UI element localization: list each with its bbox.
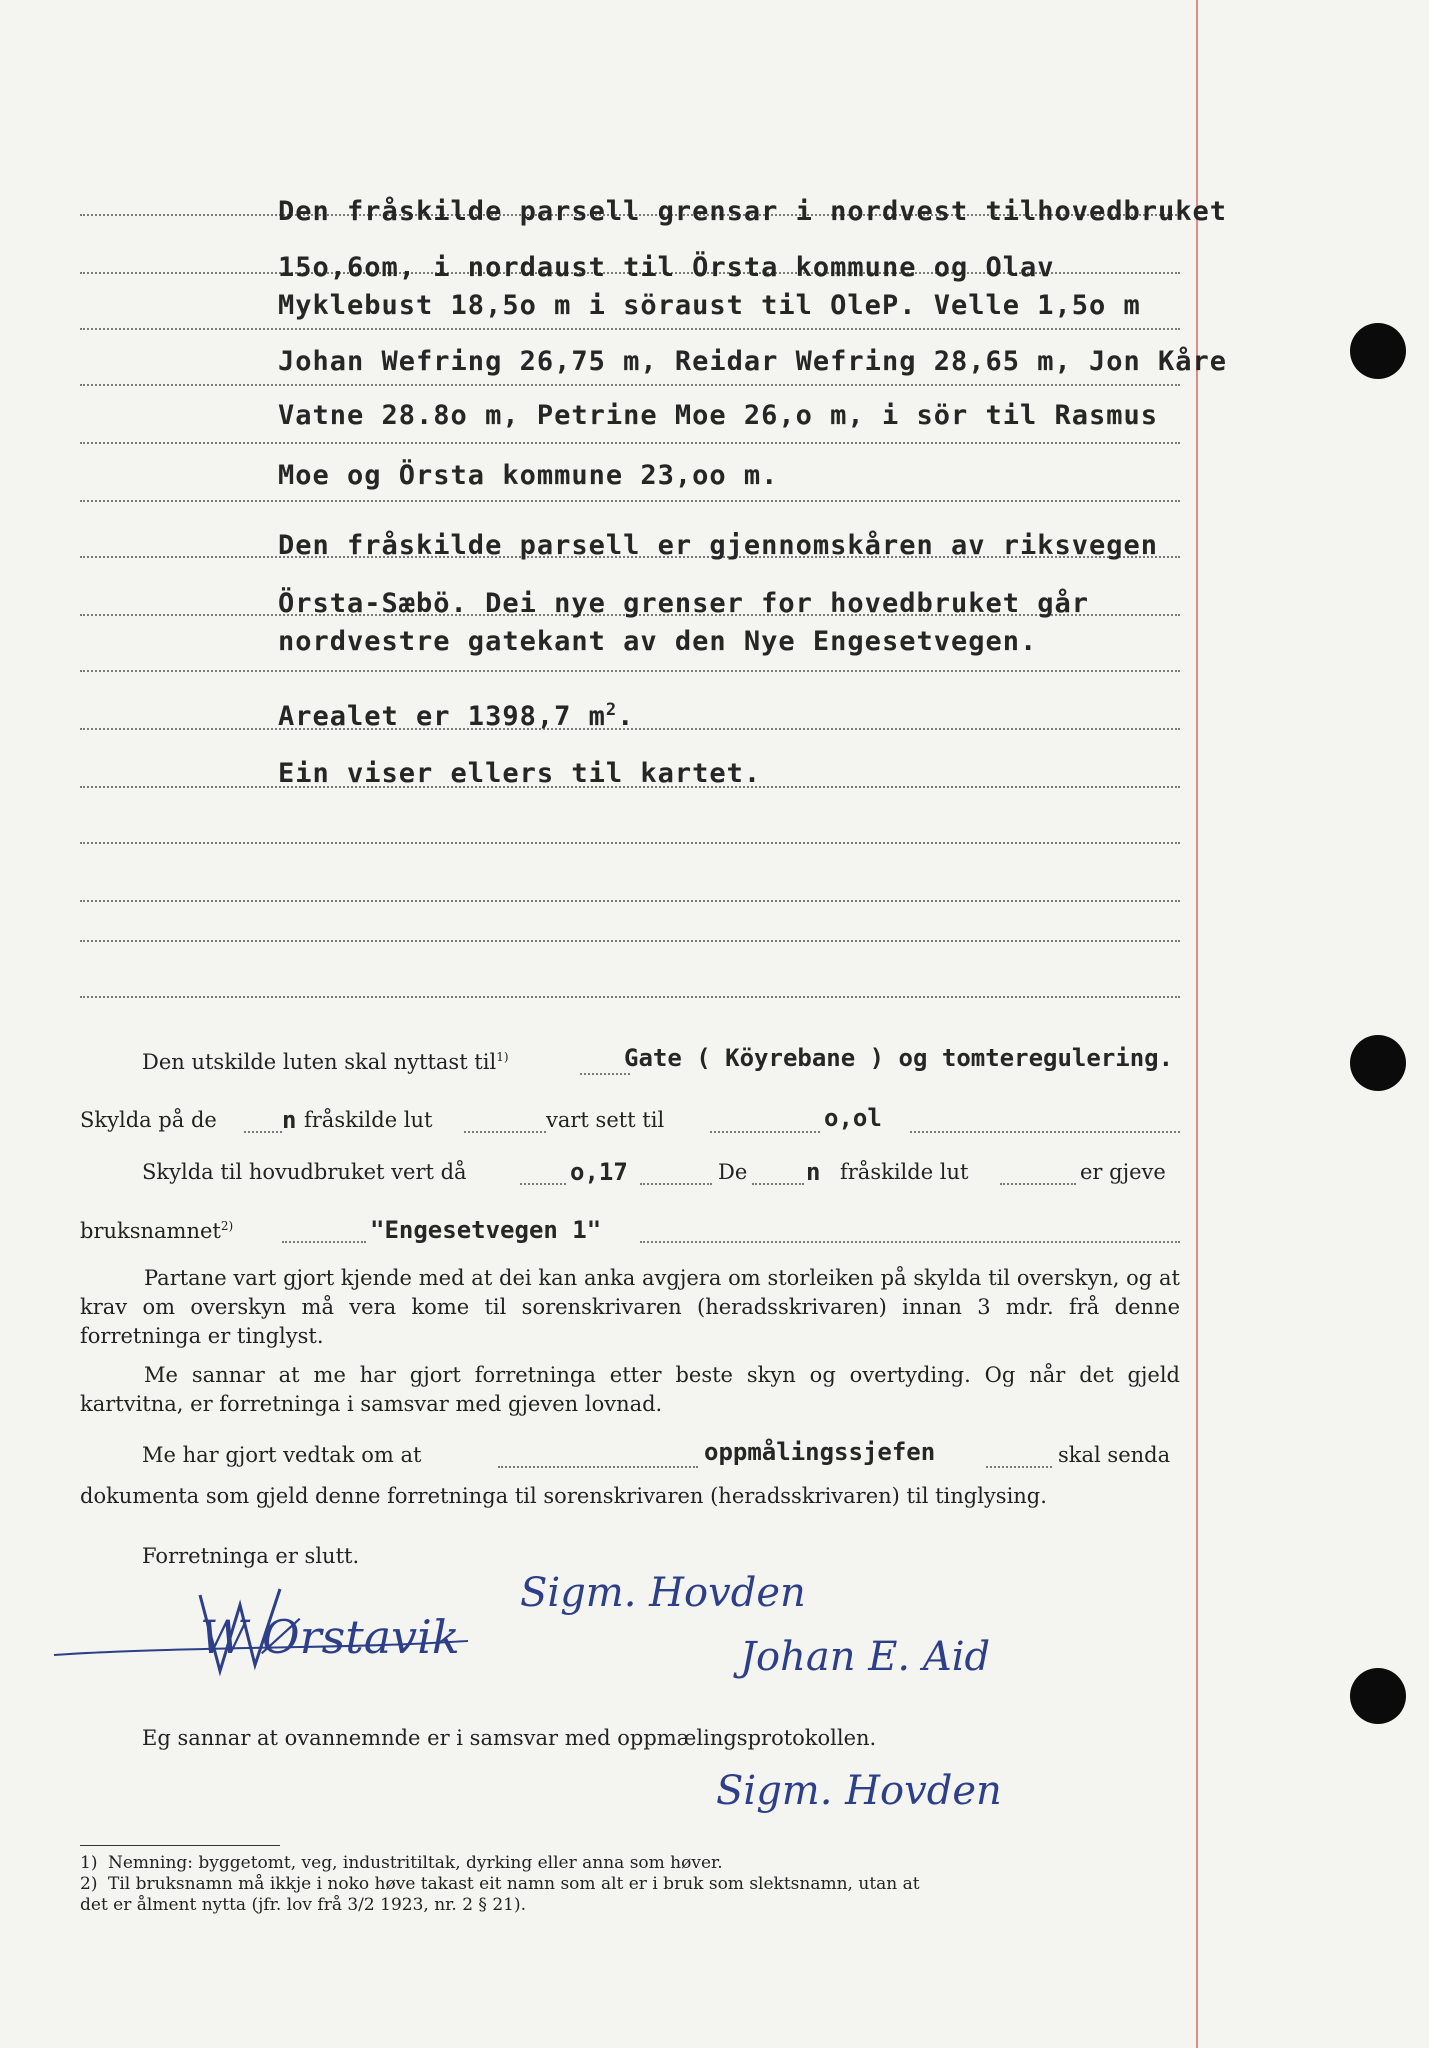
ruled-line — [80, 842, 1180, 844]
typed-line-1: Den fråskilde parsell grensar i nordvest tilhovedbruket — [278, 196, 1228, 227]
skyld-mid: fråskilde lut — [304, 1108, 433, 1132]
typed-line-6: Moe og Örsta kommune 23,oo m. — [278, 460, 779, 491]
typed-line-5: Vatne 28.8o m, Petrine Moe 26,o m, i sör til Rasmus — [278, 400, 1159, 431]
closing-text: Forretninga er slutt. — [142, 1544, 360, 1568]
skyld-dots-4 — [910, 1131, 1180, 1133]
ruled-line — [80, 996, 1180, 998]
typed-line-7: Den fråskilde parsell er gjennomskåren av riksvegen — [278, 530, 1159, 561]
skyld-value: o,ol — [824, 1104, 882, 1132]
area-superscript: 2 — [605, 700, 618, 720]
decision-dots-1 — [498, 1466, 698, 1468]
footnote-2 — [80, 1874, 1190, 1895]
punch-hole-middle — [1350, 1035, 1406, 1091]
typed-line-11: Ein viser ellers til kartet. — [278, 758, 762, 789]
bruksnamn-label-text: bruksnamnet — [80, 1219, 221, 1243]
bruksnamn-label — [80, 1219, 233, 1243]
de-n: n — [806, 1158, 821, 1186]
area-text: Arealet er 1398,7 m — [278, 701, 606, 732]
de-dots-1 — [752, 1183, 804, 1185]
typed-line-2: 15o,6om, i nordaust til Örsta kommune og Olav — [278, 252, 1055, 283]
bruksnamn-dots-2 — [640, 1241, 1180, 1243]
area-line — [278, 700, 634, 732]
footnote-rule — [80, 1845, 280, 1846]
use-value: Gate ( Köyrebane ) og tomteregulering. — [624, 1044, 1174, 1072]
footnote-ref-1: 1) — [496, 1050, 509, 1064]
signature-1: W Ørstavik — [200, 1610, 460, 1664]
typed-line-3: Myklebust 18,5o m i söraust til OleP. Velle 1,5o m — [278, 290, 1141, 321]
signature-2: Sigm. Hovden — [520, 1570, 806, 1616]
footnote-2-num: 2) — [80, 1874, 98, 1894]
hovud-dots-2 — [640, 1183, 712, 1185]
de-dots-2 — [1000, 1183, 1076, 1185]
decision-line-2: dokumenta som gjeld denne forretninga til sorenskrivaren (heradsskrivaren) til tinglysing. — [80, 1484, 1047, 1508]
de-suffix: er gjeve — [1080, 1160, 1166, 1184]
hovud-label: Skylda til hovudbruket vert då — [142, 1160, 467, 1184]
signature-3: Johan E. Aid — [740, 1634, 991, 1680]
footnote-2-text: Til bruksnamn må ikkje i noko høve takast eit namn som alt er i bruk som slektsnamn, utan at — [108, 1874, 920, 1894]
footnote-2-cont: det er ålment nytta (jfr. lov frå 3/2 1923, nr. 2 § 21). — [80, 1895, 527, 1915]
ruled-line — [80, 940, 1180, 942]
ruled-line — [80, 384, 1180, 386]
footnote-ref-2: 2) — [220, 1219, 234, 1233]
ruled-line — [80, 442, 1180, 444]
signature-4: Sigm. Hovden — [716, 1768, 1002, 1814]
punch-hole-top — [1350, 323, 1406, 379]
decision-dots-2 — [986, 1466, 1052, 1468]
ruled-line — [80, 900, 1180, 902]
bruksnamn-value: "Engesetvegen 1" — [370, 1216, 602, 1244]
hovud-dots-1 — [520, 1183, 566, 1185]
area-period: . — [617, 701, 635, 732]
appeal-paragraph: Partane vart gjort kjende med at dei kan anka avgjera om storleiken på skylda til overskyn, og at krav om overskyn må vera kome til sorenskrivaren (heradsskrivaren) innan 3 mdr. frå denne forretninga er tinglyst. — [80, 1266, 1180, 1348]
skyld-dots-2 — [464, 1131, 546, 1133]
de-label: De — [718, 1160, 748, 1184]
typed-line-8: Örsta-Sæbö. Dei nye grenser for hovedbruket går — [278, 588, 1090, 619]
decision-suffix: skal senda — [1058, 1443, 1171, 1467]
use-dots — [580, 1073, 630, 1075]
skyld-prefix: Skylda på de — [80, 1108, 217, 1132]
skyld-n: n — [282, 1106, 297, 1134]
bruksnamn-dots-1 — [282, 1241, 366, 1243]
skyld-dots-3 — [710, 1131, 820, 1133]
skyld-dots-1 — [244, 1131, 282, 1133]
de-mid: fråskilde lut — [840, 1160, 969, 1184]
ruled-line — [80, 500, 1180, 502]
typed-line-4: Johan Wefring 26,75 m, Reidar Wefring 28,65 m, Jon Kåre — [278, 346, 1228, 377]
footnote-1 — [80, 1853, 1190, 1874]
ruled-line — [80, 670, 1180, 672]
certify-text: Eg sannar at ovannemnde er i samsvar med oppmælingsprotokollen. — [142, 1726, 877, 1750]
punch-hole-bottom — [1350, 1668, 1406, 1724]
decision-value: oppmålingssjefen — [704, 1438, 936, 1466]
use-label — [142, 1050, 509, 1074]
red-margin-line — [1196, 0, 1198, 2048]
decision-prefix: Me har gjort vedtak om at — [142, 1443, 422, 1467]
footnote-1-text: Nemning: byggetomt, veg, industritiltak, dyrking eller anna som høver. — [108, 1853, 723, 1873]
typed-line-9: nordvestre gatekant av den Nye Engesetvegen. — [278, 626, 1038, 657]
skyld-suffix: vart sett til — [546, 1108, 665, 1132]
declaration-paragraph: Me sannar at me har gjort forretninga etter beste skyn og overtyding. Og når det gjeld kartvitna, er forretninga i samsvar med gjeven lovnad. — [80, 1363, 1180, 1416]
footnote-1-num: 1) — [80, 1853, 98, 1873]
hovud-value: o,17 — [570, 1158, 628, 1186]
ruled-line — [80, 328, 1180, 330]
use-label-text: Den utskilde luten skal nyttast til — [142, 1050, 497, 1074]
